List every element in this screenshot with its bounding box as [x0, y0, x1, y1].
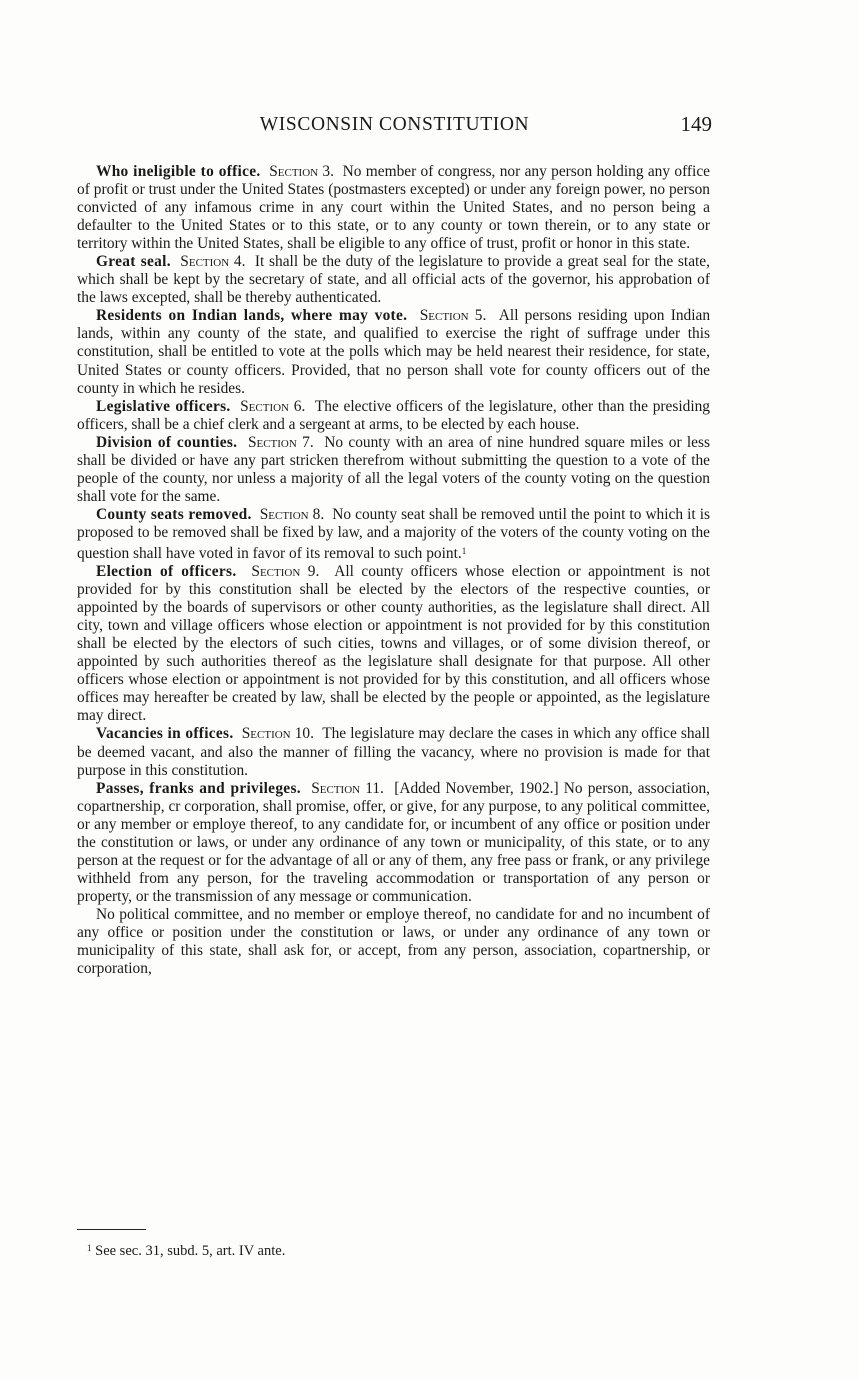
footnote-mark: 1 — [87, 1243, 92, 1253]
section-heading: Legislative officers. — [96, 397, 231, 415]
running-title: WISCONSIN CONSTITUTION — [259, 114, 530, 135]
section-8 — [77, 506, 710, 563]
section-text: All persons residing upon Indian lands, within any county of the state, and qualified to exercise the right of suffrage under this constitution, shall be entitled to vote at the polls which may be held nearest their residence, for state, United States or county officers. Provided, that no person shall vote for county officers out of the county in which he resides. — [77, 307, 711, 397]
section-11 — [77, 780, 710, 906]
section-label: Section 4. — [180, 253, 246, 271]
section-text: No county with an area of nine hundred square miles or less shall be divided or have any part stricken therefrom without submitting the question to a vote of the people of the county, nor unless a majority of all the legal voters of the county voting on the question shall vote for the same. — [77, 433, 710, 505]
section-heading: Election of officers. — [96, 563, 237, 581]
section-heading: County seats removed. — [96, 505, 252, 523]
section-label: Section 5. — [419, 307, 487, 325]
section-text: No member of congress, nor any person holding any office of profit or trust under the United States (postmasters excepted) or under any foreign power, no person convicted of any infamous crime in any court within the United States, and no person being a defaulter to the United States or to this state, or to any county or town therein, or to any state or territory within the United States, shall be eligible to any office of trust, profit or honor in this state. — [77, 163, 711, 253]
section-heading: Division of counties. — [96, 433, 238, 451]
section-text: [Added November, 1902.] No person, association, copartnership, cr corporation, shall promise, offer, or give, for any purpose, to any political committee, or any member or employe thereof, to any candidate for, or incumbent of any office or position under the constitution or laws, or under any ordinance of any town or municipality, of this state, or to any person at the request or for the advantage of all or any of them, any free pass or frank, or any privilege withheld from any person, for the traveling accommodation or transportation of any person or property, or the transmission of any message or communication. — [77, 779, 710, 905]
section-label: Section 6. — [240, 397, 306, 415]
section-10 — [77, 725, 710, 779]
running-header — [77, 114, 712, 140]
section-label: Section 3. — [269, 163, 334, 180]
section-6 — [77, 398, 710, 434]
section-heading: Passes, franks and privileges. — [96, 779, 301, 797]
footnote-reference: 1 — [461, 545, 467, 556]
section-text: The elective officers of the legislature, other than the presiding officers, shall be a chief clerk and a sergeant at arms, to be elected by each house. — [77, 397, 710, 433]
section-label: Section 10. — [241, 725, 314, 743]
section-5 — [77, 307, 710, 397]
section-heading: Who ineligible to office. — [96, 163, 261, 180]
page-body — [77, 163, 710, 978]
continuation-paragraph: No political committee, and no member or employe thereof, no candidate for and no incumbent of any office or position under the constitution or laws, or under any ordinance of any town or municipality of this state, shall ask for, or accept, from any person, association, copartnership, or corporation, — [77, 905, 710, 978]
footnote-divider — [77, 1229, 146, 1230]
section-3 — [77, 163, 710, 253]
section-4 — [77, 253, 710, 307]
section-heading: Great seal. — [96, 253, 171, 271]
section-label: Section 8. — [259, 505, 325, 523]
section-text: No county seat shall be removed until the point to which it is proposed to be removed shall be fixed by law, and a majority of the voters of the county voting on the question shall have voted in favor of its removal to such point. — [77, 505, 710, 562]
section-label: Section 11. — [311, 779, 384, 797]
section-7 — [77, 434, 710, 506]
section-heading: Residents on Indian lands, where may vote. — [96, 307, 408, 325]
section-heading: Vacancies in offices. — [96, 725, 234, 743]
section-label: Section 9. — [251, 563, 320, 581]
section-text: The legislature may declare the cases in which any office shall be deemed vacant, and also the manner of filling the vacancy, where no provision is made for that purpose in this constitution. — [77, 725, 711, 779]
section-text: It shall be the duty of the legislature to provide a great seal for the state, which shall be kept by the secretary of state, and all official acts of the governor, his approbation of the laws excepted, shall be thereby authenticated. — [77, 253, 710, 307]
section-9 — [77, 563, 710, 725]
footnote — [87, 1239, 285, 1260]
section-text: All county officers whose election or appointment is not provided for by this constitution shall be elected by the electors of the respective counties, or appointed by the boards of supervisors or other county authorities, as the legislature shall direct. All city, town and village officers whose election or appointment is not provided for by this constitution shall be elected by the electors of such cities, towns and villages, or of some division thereof, or appointed by such authorities thereof as the legislature shall designate for that purpose. All other officers whose election or appointment is not provided for by this constitution, and all officers whose offices may hereafter be created by law, shall be elected by the people or appointed, as the legislature may direct. — [77, 563, 710, 725]
page-number: 149 — [680, 112, 712, 136]
section-label: Section 7. — [247, 433, 314, 451]
footnote-text: See sec. 31, subd. 5, art. IV ante. — [95, 1243, 286, 1259]
